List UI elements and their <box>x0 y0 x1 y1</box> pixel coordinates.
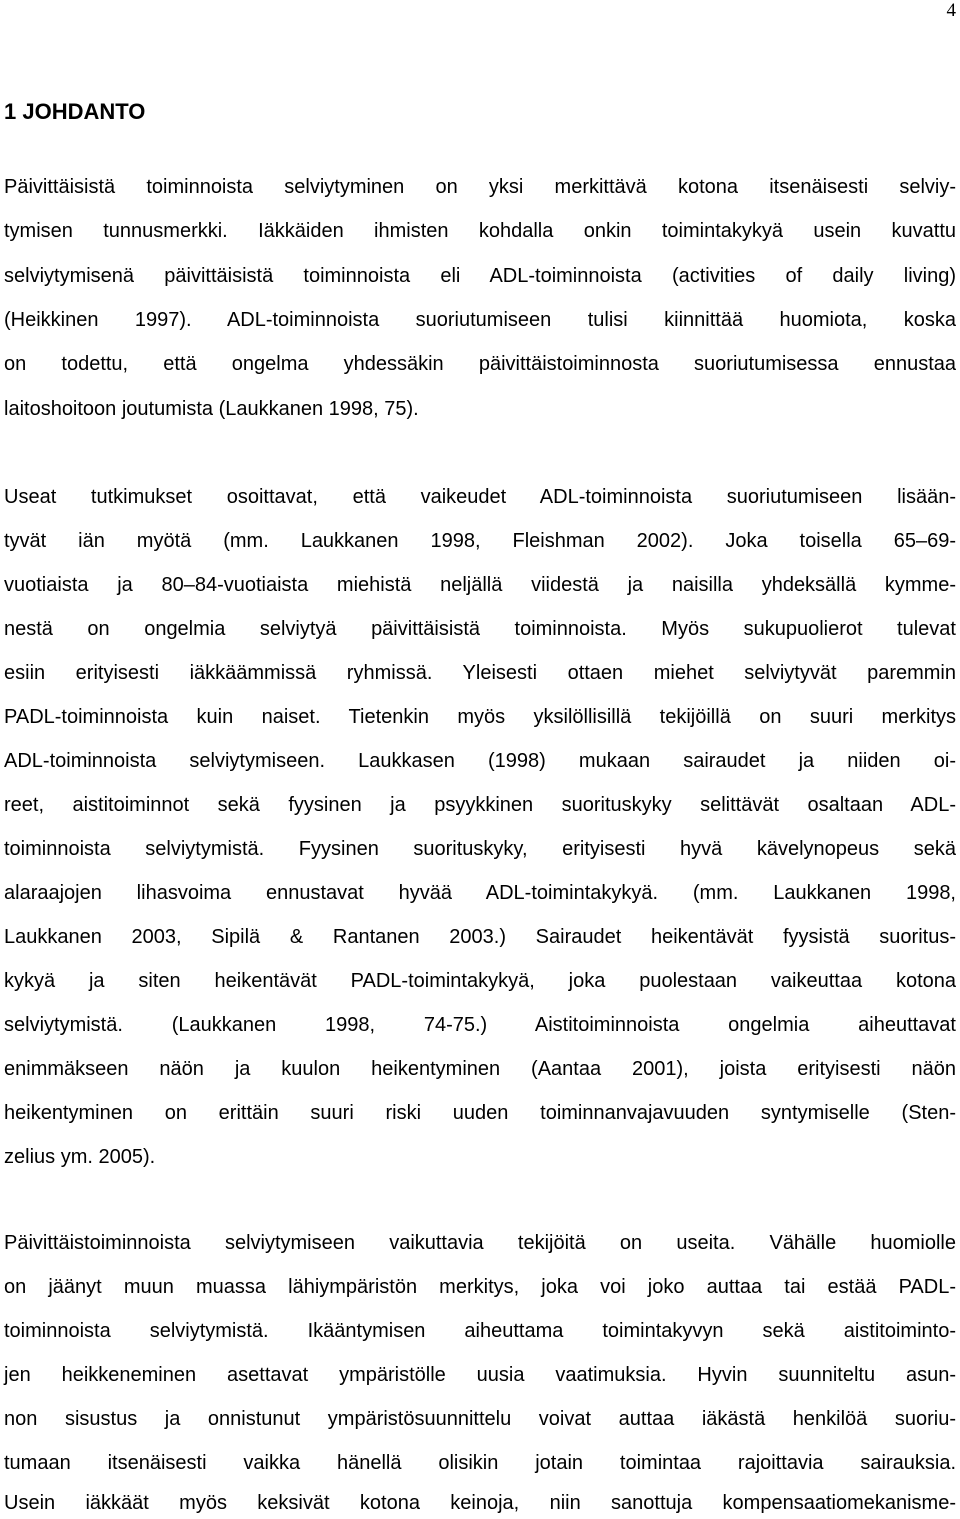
text-line: selviytymisenä päivittäisistä toiminnoista eli ADL-toiminnoista (activities of daily living) <box>4 265 956 287</box>
text-line: Usein iäkkäät myös keksivät kotona keinoja, niin sanottuja kompensaatiomekanisme- <box>4 1492 956 1514</box>
text-line: (Heikkinen 1997). ADL-toiminnoista suoriutumiseen tulisi kiinnittää huomiota, koska <box>4 309 956 331</box>
text-line: tyvät iän myötä (mm. Laukkanen 1998, Fleishman 2002). Joka toisella 65–69- <box>4 530 956 552</box>
text-line: enimmäkseen näön ja kuulon heikentyminen (Aantaa 2001), joista erityisesti näön <box>4 1058 956 1080</box>
text-line: non sisustus ja onnistunut ympäristösuunnittelu voivat auttaa iäkästä henkilöä suoriu- <box>4 1408 956 1430</box>
text-line: kykyä ja siten heikentävät PADL-toimintakykyä, joka puolestaan vaikeuttaa kotona <box>4 970 956 992</box>
text-line: Useat tutkimukset osoittavat, että vaikeudet ADL-toiminnoista suoriutumiseen lisään- <box>4 486 956 508</box>
chapter-heading: 1 JOHDANTO <box>4 99 146 124</box>
text-line: Laukkanen 2003, Sipilä & Rantanen 2003.) Sairaudet heikentävät fyysistä suoritus- <box>4 926 956 948</box>
text-line: selviytymistä. (Laukkanen 1998, 74-75.) Aistitoiminnoista ongelmia aiheuttavat <box>4 1014 956 1036</box>
text-line: Päivittäistoiminnoista selviytymiseen vaikuttavia tekijöitä on useita. Vähälle huomiolle <box>4 1232 956 1254</box>
text-line: on todettu, että ongelma yhdessäkin päivittäistoiminnosta suoriutumisessa ennustaa <box>4 353 956 375</box>
text-line: tumaan itsenäisesti vaikka hänellä olisikin jotain toimintaa rajoittavia sairauksia. <box>4 1452 956 1474</box>
text-line: esiin erityisesti iäkkäämmissä ryhmissä. Yleisesti ottaen miehet selviytyvät paremmin <box>4 662 956 684</box>
text-line: ADL-toiminnoista selviytymiseen. Laukkasen (1998) mukaan sairaudet ja niiden oi- <box>4 750 956 772</box>
text-line: jen heikkeneminen asettavat ympäristölle uusia vaatimuksia. Hyvin suunniteltu asun- <box>4 1364 956 1386</box>
text-line: laitoshoitoon joutumista (Laukkanen 1998, 75). <box>4 398 419 420</box>
text-line: nestä on ongelmia selviytyä päivittäisistä toiminnoista. Myös sukupuolierot tulevat <box>4 618 956 640</box>
text-line: tymisen tunnusmerkki. Iäkkäiden ihmisten kohdalla onkin toimintakykyä usein kuvattu <box>4 220 956 242</box>
page-number: 4 <box>946 0 956 21</box>
text-line: alaraajojen lihasvoima ennustavat hyvää ADL-toimintakykyä. (mm. Laukkanen 1998, <box>4 882 956 904</box>
text-line: PADL-toiminnoista kuin naiset. Tietenkin myös yksilöllisillä tekijöillä on suuri merkitys <box>4 706 956 728</box>
text-line: on jäänyt muun muassa lähiympäristön merkitys, joka voi joko auttaa tai estää PADL- <box>4 1276 956 1298</box>
text-line: vuotiaista ja 80–84-vuotiaista miehistä neljällä viidestä ja naisilla yhdeksällä kymme- <box>4 574 956 596</box>
text-line: toiminnoista selviytymistä. Fyysinen suorituskyky, erityisesti hyvä kävelynopeus sekä <box>4 838 956 860</box>
text-line: zelius ym. 2005). <box>4 1146 156 1168</box>
text-line: reet, aistitoiminnot sekä fyysinen ja psyykkinen suorituskyky selittävät osaltaan ADL- <box>4 794 956 816</box>
text-line: toiminnoista selviytymistä. Ikääntymisen aiheuttama toimintakyvyn sekä aistitoiminto- <box>4 1320 956 1342</box>
text-line: Päivittäisistä toiminnoista selviytyminen on yksi merkittävä kotona itsenäisesti selviy- <box>4 176 956 198</box>
text-line: heikentyminen on erittäin suuri riski uuden toiminnanvajavuuden syntymiselle (Sten- <box>4 1102 956 1124</box>
